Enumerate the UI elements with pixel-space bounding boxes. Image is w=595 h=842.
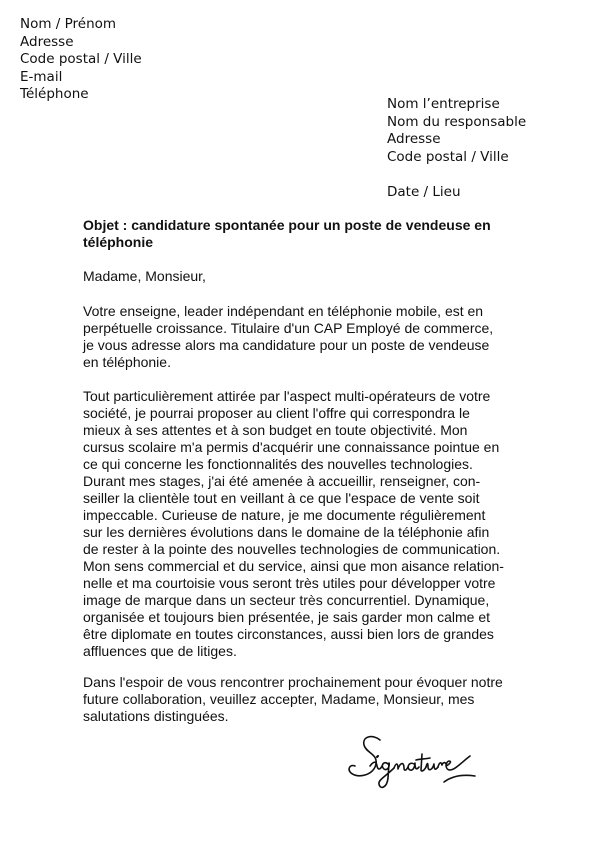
paragraph-line: Votre enseigne, leader indépendant en téléphonie mobile, est en — [83, 303, 484, 319]
paragraph-line: Mon sens commercial et du service, ainsi que mon aisance relation- — [83, 558, 504, 574]
paragraph-line: organisée et toujours bien présentée, je sais garder mon calme et — [83, 609, 491, 625]
recipient-address-block — [387, 96, 526, 166]
paragraph-line: Tout particulièrement attirée par l'aspect multi-opérateurs de votre — [83, 388, 491, 404]
paragraph-line: société, je pourrai proposer au client l'offre qui correspondra le — [83, 405, 470, 421]
paragraph-line: seiller la clientèle tout en veillant à ce que l'espace de vente soit — [83, 490, 480, 506]
sender-address-block — [20, 16, 142, 104]
sender-phone-line: Téléphone — [20, 86, 89, 103]
recipient-company-line: Nom l’entreprise — [387, 96, 500, 112]
sender-name-line: Nom / Prénom — [20, 16, 117, 32]
date-place-line: Date / Lieu — [387, 184, 461, 200]
paragraph-line: affluences que de litiges. — [83, 643, 237, 659]
subject-line: Objet : candidature spontanée pour un poste de vendeuse en — [83, 217, 491, 233]
paragraph-line: sur les dernières évolutions dans le domaine de la téléphonie afin — [83, 524, 490, 540]
recipient-address-line: Adresse — [387, 131, 441, 148]
sender-email-line: E-mail — [20, 68, 63, 85]
paragraph-line: nelle et ma courtoisie vous seront très utiles pour développer votre — [83, 575, 496, 591]
letter-salutation: Madame, Monsieur, — [83, 268, 206, 284]
paragraph-line: perpétuelle croissance. Titulaire d'un CAP Employé de commerce, — [83, 320, 494, 336]
paragraph-line: être diplomate en toutes circonstances, aussi bien lors de grandes — [83, 626, 494, 642]
recipient-postal-city-line: Code postal / Ville — [387, 148, 509, 165]
paragraph-line: cursus scolaire m'a permis d'acquérir une connaissance pointue en — [83, 439, 500, 455]
paragraph-line: en téléphonie. — [83, 354, 171, 370]
paragraph-line: impeccable. Curieuse de nature, je me documente régulièrement — [83, 507, 486, 523]
paragraph-line: future collaboration, veuillez accepter, Madame, Monsieur, mes — [83, 691, 475, 707]
sender-address-line: Adresse — [20, 33, 74, 50]
letter-paragraph-3 — [83, 674, 503, 725]
letter-paragraph-1 — [83, 303, 493, 371]
subject-line: téléphonie — [83, 234, 154, 250]
paragraph-line: image de marque dans un secteur très concurrentiel. Dynamique, — [83, 592, 490, 608]
paragraph-line: Durant mes stages, j'ai été amenée à accueillir, renseigner, con- — [83, 473, 481, 489]
paragraph-line: mieux à ses attentes et à son budget en toute objectivité. Mon — [83, 422, 468, 438]
recipient-manager-line: Nom du responsable — [387, 113, 527, 130]
paragraph-line: je vous adresse alors ma candidature pour un poste de vendeuse — [83, 337, 490, 353]
paragraph-line: salutations distinguées. — [83, 708, 229, 724]
paragraph-line: Dans l'espoir de vous rencontrer prochainement pour évoquer notre — [83, 674, 503, 690]
sender-postal-city-line: Code postal / Ville — [20, 51, 142, 68]
paragraph-line: ce qui concerne les fonctionnalités des nouvelles technologies. — [83, 456, 473, 472]
handwritten-signature — [340, 726, 490, 806]
letter-subject — [83, 217, 491, 251]
paragraph-line: de rester à la pointe des nouvelles technologies de communication. — [83, 541, 501, 557]
letter-paragraph-2 — [83, 388, 504, 660]
